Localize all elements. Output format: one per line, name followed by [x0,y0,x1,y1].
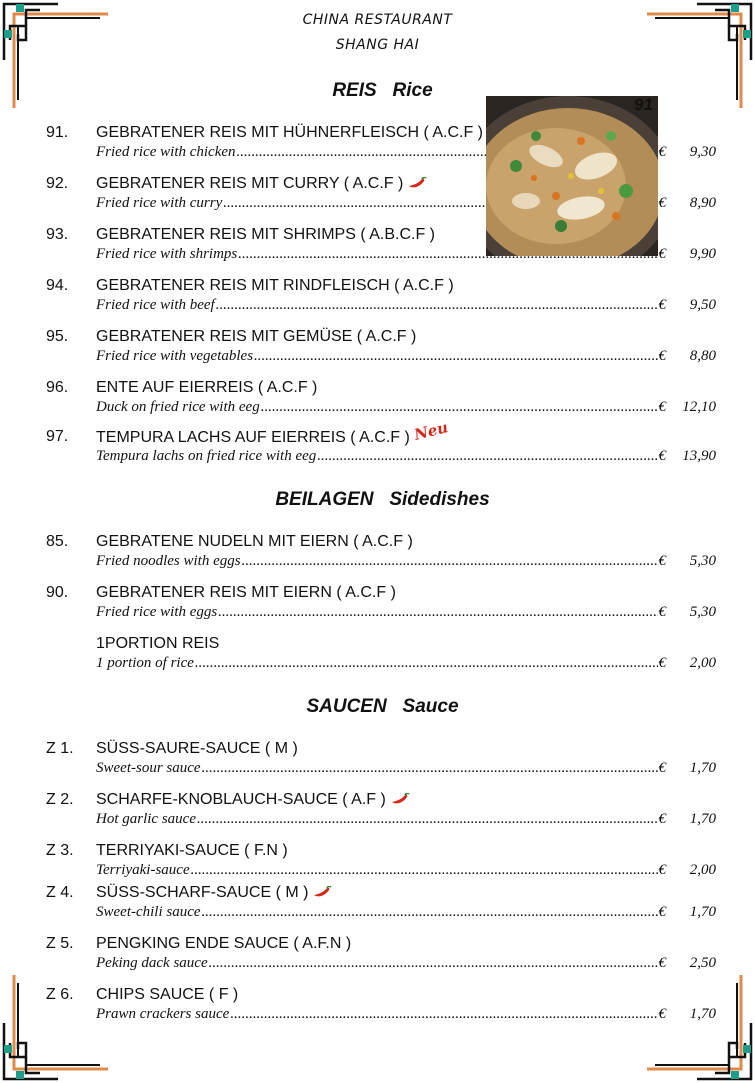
menu-item-price: 1,70 [689,1006,716,1022]
dot-leader [254,348,657,365]
menu-item-description-line [96,904,716,924]
menu-item-price: 9,30 [689,144,716,160]
menu-item-description: Hot garlic sauce [96,811,196,827]
menu-item-name [96,740,298,758]
menu-item-price: 8,90 [689,195,716,211]
currency-symbol: € [658,811,666,827]
currency-symbol: € [658,904,666,920]
currency-symbol: € [658,604,666,620]
menu-item-name-text: TERRIYAKI-SAUCE ( F.N ) [96,842,288,859]
currency-symbol: € [658,195,666,211]
currency-symbol: € [658,655,666,671]
restaurant-name-line2: SHANG HAI [335,37,420,53]
section-title-rice: REIS Rice [332,80,433,101]
menu-item-name-text: GEBRATENER REIS MIT CURRY ( A.C.F ) [96,175,404,192]
menu-item-number: 92. [46,175,69,192]
menu-item-number: Z 6. [46,986,74,1003]
menu-item-name-text: 1PORTION REIS [96,635,220,652]
menu-item-description: Fried rice with shrimps [96,246,238,262]
menu-item-name [96,584,396,602]
chili-pepper-icon [407,176,427,188]
menu-item-number: 96. [46,379,69,396]
currency-symbol: € [658,348,666,364]
dot-leader [209,955,658,972]
menu-item-description: Fried rice with curry [96,195,223,211]
menu-item-description: Fried noodles with eggs [96,553,241,569]
currency-symbol: € [658,1006,666,1022]
chili-pepper-icon [312,885,332,897]
menu-item-description: Sweet-sour sauce [96,760,201,776]
menu-item-description: Fried rice with beef [96,297,215,313]
menu-item-name [96,935,351,953]
menu-item-price: 13,90 [682,448,716,464]
menu-item [0,884,755,928]
menu-item-description-line [96,655,716,675]
menu-item-number: Z 5. [46,935,74,952]
menu-item-description: Peking dack sauce [96,955,208,971]
menu-item-price: 8,80 [689,348,716,364]
menu-item-description: Fried rice with eggs [96,604,218,620]
menu-item-price: 9,50 [689,297,716,313]
fried-rice-photo [486,96,658,256]
menu-item-number: 91. [46,124,69,141]
dot-leader [261,399,658,416]
menu-item-price: 9,90 [689,246,716,262]
menu-item-description: Tempura lachs on fried rice with eeg [96,448,317,464]
menu-item-name [96,277,454,295]
menu-item-price: 2,00 [689,655,716,671]
menu-item-name-text: GEBRATENE NUDELN MIT EIERN ( A.C.F ) [96,533,413,550]
menu-item-description-line [96,348,716,368]
dot-leader [317,448,657,465]
menu-item-description-line [96,1006,716,1026]
menu-item-description-line [96,448,716,468]
menu-item-name-text: GEBRATENER REIS MIT RINDFLEISCH ( A.C.F ) [96,277,454,294]
menu-item [0,379,755,423]
menu-item-price: 2,50 [689,955,716,971]
menu-item-name [96,418,450,447]
menu-item-description: Fried rice with vegetables [96,348,254,364]
menu-item-number: 94. [46,277,69,294]
menu-item-description-line [96,604,716,624]
menu-item-description: Terriyaki-sauce [96,862,190,878]
currency-symbol: € [658,399,666,415]
currency-symbol: € [658,553,666,569]
chili-pepper-icon [390,792,410,804]
menu-item-name-text: CHIPS SAUCE ( F ) [96,986,239,1003]
menu-item-number: 90. [46,584,69,601]
section-title-sidedishes: BEILAGEN Sidedishes [275,489,490,510]
menu-item-name-text: TEMPURA LACHS AUF EIERREIS ( A.C.F ) [96,429,410,446]
menu-item-description: Sweet-chili sauce [96,904,201,920]
restaurant-name-line1: CHINA RESTAURANT [302,12,453,28]
menu-item-description-line [96,297,716,317]
menu-item-name [96,124,483,142]
menu-item-name [96,635,219,653]
dot-leader [202,904,658,921]
menu-item [0,635,755,679]
menu-item [0,791,755,835]
menu-item [0,986,755,1030]
menu-item-number: 97. [46,428,69,445]
menu-item [0,740,755,784]
dot-leader [216,297,658,314]
menu-item-price: 5,30 [689,553,716,569]
currency-symbol: € [658,246,666,262]
menu-item-name [96,884,332,902]
menu-item-name-text: GEBRATENER REIS MIT SHRIMPS ( A.B.C.F ) [96,226,436,243]
menu-item-name-text: SÜSS-SAURE-SAUCE ( M ) [96,740,298,757]
menu-item-name-text: GEBRATENER REIS MIT HÜHNERFLEISCH ( A.C.F ) [96,124,484,141]
menu-item-description: 1 portion of rice [96,655,194,671]
menu-item-name [96,842,288,860]
currency-symbol: € [658,448,666,464]
menu-item-price: 12,10 [682,399,716,415]
dot-leader [242,553,658,570]
menu-item-number: 93. [46,226,69,243]
dot-leader [202,760,658,777]
new-badge: Neu [412,418,450,444]
menu-item-name [96,328,416,346]
currency-symbol: € [658,955,666,971]
menu-item-price: 5,30 [689,604,716,620]
dot-leader [197,811,658,828]
menu-item-description-line [96,399,716,419]
currency-symbol: € [658,144,666,160]
photo-dish-number: 91 [634,95,653,114]
menu-item-name-text: SÜSS-SCHARF-SAUCE ( M ) [96,884,309,901]
dot-leader [195,655,658,672]
menu-item-description: Duck on fried rice with eeg [96,399,260,415]
menu-item-description-line [96,760,716,780]
menu-item-description: Prawn crackers sauce [96,1006,230,1022]
menu-item-price: 1,70 [689,904,716,920]
menu-item [0,935,755,979]
currency-symbol: € [658,297,666,313]
currency-symbol: € [658,760,666,776]
currency-symbol: € [658,862,666,878]
menu-item-name-text: ENTE AUF EIERREIS ( A.C.F ) [96,379,318,396]
dot-leader [230,1006,657,1023]
menu-item-description: Fried rice with chicken [96,144,236,160]
menu-item-description-line [96,862,716,882]
menu-item-price: 2,00 [689,862,716,878]
menu-item-number: 85. [46,533,69,550]
menu-item-number: Z 2. [46,791,74,808]
menu-item-name-text: GEBRATENER REIS MIT GEMÜSE ( A.C.F ) [96,328,417,345]
menu-item [0,418,755,472]
dot-leader [218,604,657,621]
menu-item-name [96,175,427,193]
dot-leader [191,862,658,879]
menu-item [0,533,755,577]
menu-item-name-text: PENGKING ENDE SAUCE ( A.F.N ) [96,935,352,952]
menu-item-price: 1,70 [689,760,716,776]
section-title-sauce: SAUCEN Sauce [306,696,459,717]
menu-item-number: 95. [46,328,69,345]
menu-item-name [96,533,413,551]
menu-item [0,584,755,628]
menu-item [0,328,755,372]
menu-item-description-line [96,553,716,573]
menu-item-name [96,986,238,1004]
menu-item-name [96,226,435,244]
menu-item-number: Z 1. [46,740,74,757]
menu-item-name-text: GEBRATENER REIS MIT EIERN ( A.C.F ) [96,584,396,601]
menu-item-name-text: SCHARFE-KNOBLAUCH-SAUCE ( A.F ) [96,791,386,808]
menu-item [0,277,755,321]
menu-item-number: Z 3. [46,842,74,859]
menu-item-number: Z 4. [46,884,74,901]
menu-item-description-line [96,955,716,975]
menu-item-name [96,379,317,397]
menu-item-description-line [96,811,716,831]
menu-item-name [96,791,410,809]
menu-item-price: 1,70 [689,811,716,827]
menu-item [0,842,755,886]
